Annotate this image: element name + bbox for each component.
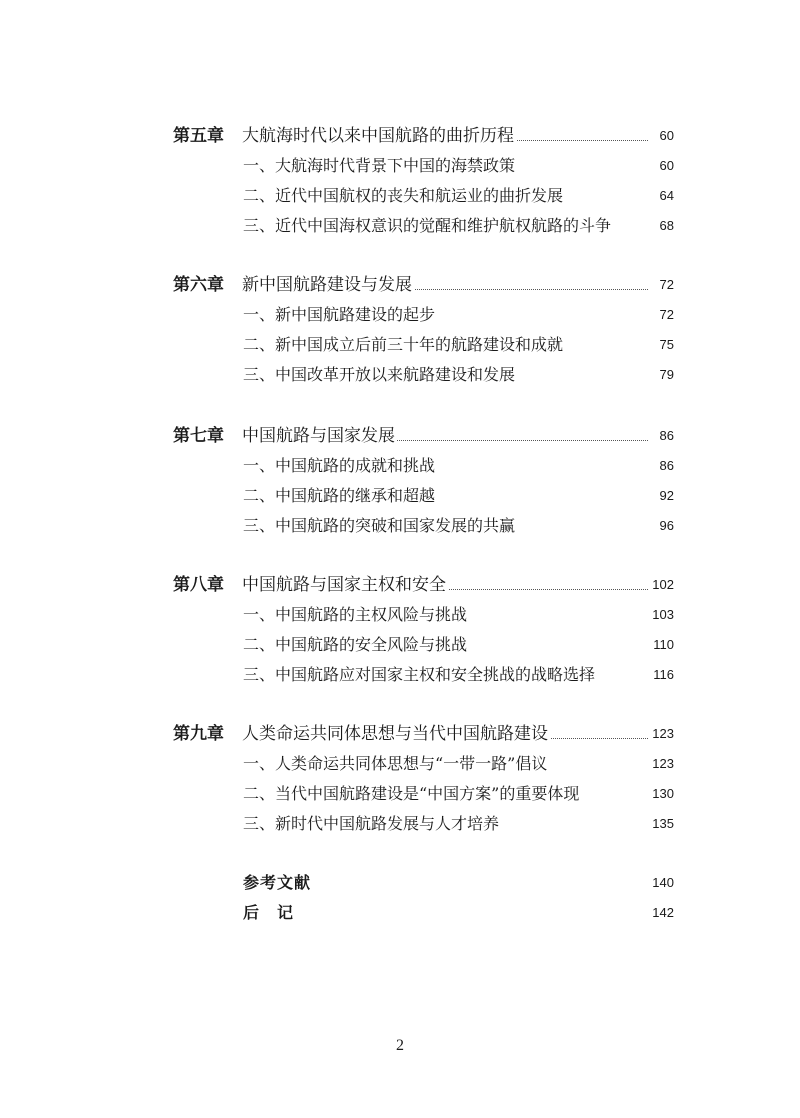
toc-section-entry[interactable] <box>0 511 800 541</box>
section-title: 二、新中国成立后前三十年的航路建设和成就 <box>243 335 564 354</box>
section-page-number: 116 <box>653 667 674 682</box>
chapter-page-number: 60 <box>659 128 674 143</box>
chapter-label: 第九章 <box>173 724 224 744</box>
toc-chapter-entry[interactable] <box>0 121 800 151</box>
backmatter-page-number: 140 <box>652 875 674 890</box>
section-title: 二、中国航路的继承和超越 <box>243 486 436 505</box>
section-title: 一、新中国航路建设的起步 <box>243 305 436 324</box>
section-page-number: 75 <box>659 337 674 352</box>
toc-section-entry[interactable] <box>0 151 800 181</box>
section-title: 三、中国改革开放以来航路建设和发展 <box>243 365 516 384</box>
section-title: 二、当代中国航路建设是“中国方案”的重要体现 <box>243 784 580 803</box>
section-title: 一、人类命运共同体思想与“一带一路”倡议 <box>243 754 548 773</box>
page-number: 2 <box>396 1037 404 1054</box>
chapter-page-number: 86 <box>659 428 674 443</box>
section-page-number: 79 <box>659 367 674 382</box>
backmatter-page-number: 142 <box>652 905 674 920</box>
section-title: 一、大航海时代背景下中国的海禁政策 <box>243 156 516 175</box>
toc-section-entry[interactable] <box>0 360 800 390</box>
chapter-title: 中国航路与国家发展 <box>242 421 397 451</box>
toc-backmatter-entry[interactable] <box>0 868 800 898</box>
toc-section-entry[interactable] <box>0 300 800 330</box>
section-page-number: 64 <box>659 188 674 203</box>
section-page-number: 110 <box>653 637 674 652</box>
section-page-number: 60 <box>659 158 674 173</box>
section-title: 二、中国航路的安全风险与挑战 <box>243 635 468 654</box>
toc-chapter-entry[interactable] <box>0 270 800 300</box>
section-page-number: 68 <box>659 218 674 233</box>
toc-backmatter-entry[interactable] <box>0 898 800 928</box>
toc-section-entry[interactable] <box>0 211 800 241</box>
section-page-number: 72 <box>659 307 674 322</box>
backmatter-title: 后 记 <box>243 903 295 922</box>
toc-section-entry[interactable] <box>0 181 800 211</box>
section-title: 三、新时代中国航路发展与人才培养 <box>243 814 500 833</box>
chapter-page-number: 102 <box>652 577 674 592</box>
toc-chapter-entry[interactable] <box>0 421 800 451</box>
section-page-number: 92 <box>659 488 674 503</box>
toc-section-entry[interactable] <box>0 630 800 660</box>
section-title: 三、中国航路应对国家主权和安全挑战的战略选择 <box>243 665 596 684</box>
chapter-title: 中国航路与国家主权和安全 <box>242 570 448 600</box>
section-title: 一、中国航路的成就和挑战 <box>243 456 436 475</box>
chapter-title: 新中国航路建设与发展 <box>242 270 414 300</box>
toc-section-entry[interactable] <box>0 809 800 839</box>
section-title: 三、中国航路的突破和国家发展的共赢 <box>243 516 516 535</box>
chapter-label: 第六章 <box>173 275 224 295</box>
section-title: 二、近代中国航权的丧失和航运业的曲折发展 <box>243 186 564 205</box>
chapter-page-number: 123 <box>652 726 674 741</box>
section-page-number: 135 <box>652 816 674 831</box>
section-page-number: 123 <box>652 756 674 771</box>
chapter-label: 第七章 <box>173 426 224 446</box>
chapter-title: 大航海时代以来中国航路的曲折历程 <box>242 121 516 151</box>
toc-section-entry[interactable] <box>0 600 800 630</box>
toc-chapter-entry[interactable] <box>0 570 800 600</box>
section-title: 一、中国航路的主权风险与挑战 <box>243 605 468 624</box>
section-page-number: 96 <box>659 518 674 533</box>
chapter-label: 第八章 <box>173 575 224 595</box>
chapter-label: 第五章 <box>173 126 224 146</box>
toc-section-entry[interactable] <box>0 779 800 809</box>
toc-section-entry[interactable] <box>0 451 800 481</box>
backmatter-title: 参考文献 <box>243 873 312 892</box>
section-page-number: 86 <box>659 458 674 473</box>
toc-section-entry[interactable] <box>0 330 800 360</box>
toc-section-entry[interactable] <box>0 481 800 511</box>
toc-chapter-entry[interactable] <box>0 719 800 749</box>
toc-section-entry[interactable] <box>0 660 800 690</box>
toc-section-entry[interactable] <box>0 749 800 779</box>
chapter-page-number: 72 <box>659 277 674 292</box>
section-page-number: 103 <box>652 607 674 622</box>
section-page-number: 130 <box>652 786 674 801</box>
section-title: 三、近代中国海权意识的觉醒和维护航权航路的斗争 <box>243 216 612 235</box>
chapter-title: 人类命运共同体思想与当代中国航路建设 <box>242 719 550 749</box>
